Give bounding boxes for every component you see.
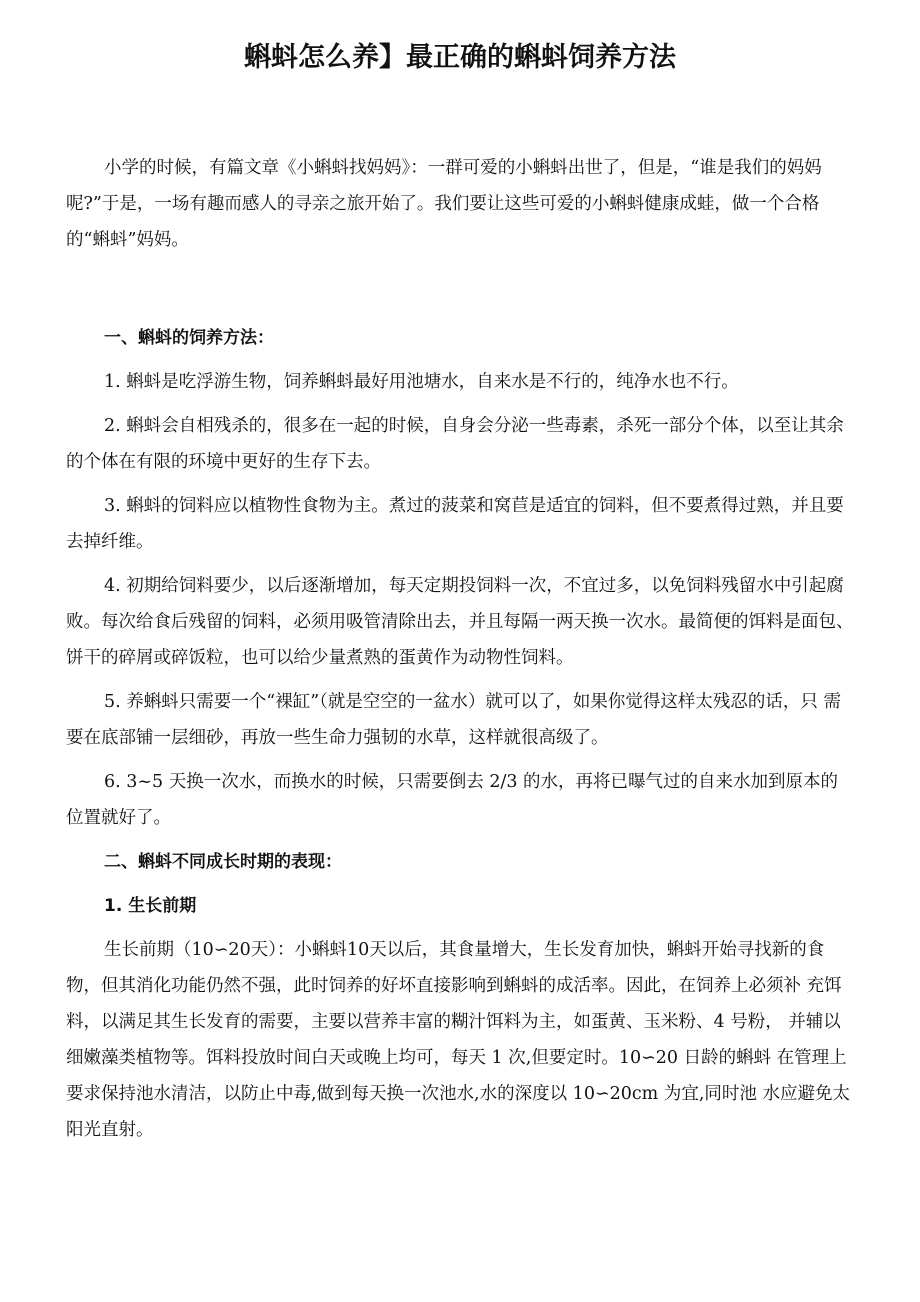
section1-item-2: 2. 蝌蚪会自相残杀的，很多在一起的时候，自身会分泌一些毒素，杀死一部分个体，以至让其余的个体在有限的环境中更好的生存下去。: [66, 416, 844, 472]
section2-heading: 二、蝌蚪不同成长时期的表现：: [104, 852, 342, 872]
section1-heading: 一、蝌蚪的饲养方法：: [104, 328, 274, 348]
section1-item-3: 3. 蝌蚪的饲料应以植物性食物为主。煮过的菠菜和窝苣是适宜的饲料，但不要煮得过熟，并且要去掉纤维。: [66, 496, 844, 552]
section1-item-6: 6. 3~5 天换一次水，而换水的时候，只需要倒去 2/3 的水，再将已曝气过的自来水加到原本的位置就好了。: [66, 772, 839, 828]
section2-subheading: 1. 生长前期: [104, 896, 197, 916]
document-title: 蝌蚪怎么养】最正确的蝌蚪饲养方法: [244, 42, 676, 73]
document-body: [66, 150, 854, 1148]
section2-paragraph: 生长前期（10∽20天）：小蝌蚪10天以后，其食量增大，生长发育加快，蝌蚪开始寻找新的食 物，但其消化功能仍然不强，此时饲养的好坏直接影响到蝌蚪的成活率。因此，在饲养上必须补 充饵料，以满足其生长发育的需要，主要以营养丰富的糊汁饵料为主，如蛋黄、玉米粉、4 号粉， 并辅以细嫩藻类植物等。饵料投放时间白天或晚上均可，每天 1 次,但要定时。10∽20 日龄的蝌蚪 在管理上要求保持池水清洁，以防止中毒,做到每天换一次池水,水的深度以 10∽20cm 为宜,同时池 水应避免太阳光直射。: [66, 940, 850, 1140]
section1-item-1: 1. 蝌蚪是吃浮游生物，饲养蝌蚪最好用池塘水，自来水是不行的，纯净水也不行。: [104, 372, 739, 392]
section1-item-4: 4. 初期给饲料要少，以后逐渐增加，每天定期投饲料一次，不宜过多，以免饲料残留水中引起腐败。每次给食后残留的饲料，必须用吸管清除出去，并且每隔一两天换一次水。最简便的饵料是面包、饼干的碎屑或碎饭粒，也可以给少量煮熟的蛋黄作为动物性饲料。: [66, 576, 854, 668]
section1-item-5: 5. 养蝌蚪只需要一个“裸缸”（就是空空的一盆水）就可以了，如果你觉得这样太残忍的话，只 需要在底部铺一层细砂，再放一些生命力强韧的水草，这样就很高级了。: [66, 692, 841, 748]
intro-paragraph: 小学的时候，有篇文章《小蝌蚪找妈妈》：一群可爱的小蝌蚪出世了，但是，“谁是我们的妈妈呢?”于是，一场有趣而感人的寻亲之旅开始了。我们要让这些可爱的小蝌蚪健康成蛙，做一个合格的“蝌蚪”妈妈。: [66, 158, 822, 250]
